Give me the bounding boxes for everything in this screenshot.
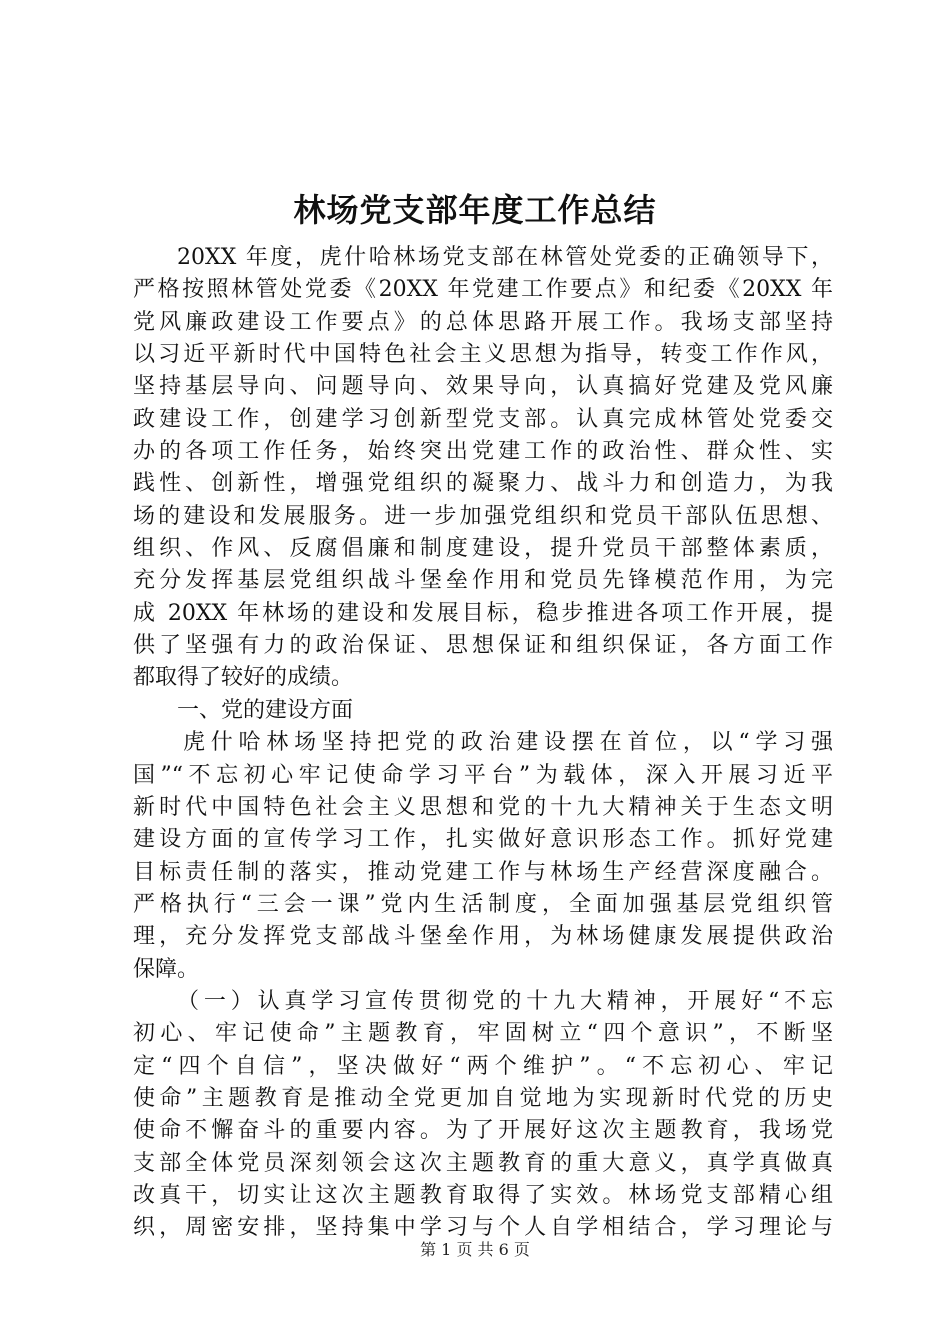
text-line: 以习近平新时代中国特色社会主义思想为指导，转变工作作风， [133,342,833,368]
text-line: 建设方面的宣传学习工作，扎实做好意识形态工作。抓好党建 [133,827,833,853]
text-line: 改真干，切实让这次主题教育取得了实效。林场党支部精心组 [133,1182,833,1208]
text-line: 使命不懈奋斗的重要内容。为了开展好这次主题教育，我场党 [133,1118,833,1144]
text-line: 坚持基层导向、问题导向、效果导向，认真搞好党建及党风廉 [133,374,833,400]
document-body [133,242,833,1245]
text-line: 办的各项工作任务，始终突出党建工作的政治性、群众性、实 [133,439,833,465]
paragraph-theme-education [133,986,833,1245]
text-line: 定“四个自信”，坚决做好“两个维护”。“不忘初心、牢记 [133,1053,833,1079]
text-line: 供了坚强有力的政治保证、思想保证和组织保证，各方面工作 [133,633,833,659]
text-line: 成 20XX 年林场的建设和发展目标，稳步推进各项工作开展，提 [133,600,833,626]
page-footer: 第 1 页 共 6 页 [420,1240,530,1259]
text-line: 践性、创新性，增强党组织的凝聚力、战斗力和创造力，为我 [133,471,833,497]
text-line: 织，周密安排，坚持集中学习与个人自学相结合，学习理论与 [133,1215,833,1241]
text-line: 20XX 年度，虎什哈林场党支部在林管处党委的正确领导下， [177,245,833,270]
document-title: 林场党支部年度工作总结 [293,191,657,229]
paragraph-party-building [133,727,833,986]
section-heading [133,695,833,727]
paragraph-intro [133,242,833,695]
text-line: 使命”主题教育是推动全党更加自觉地为实现新时代党的历史 [133,1085,833,1111]
text-line: 组织、作风、反腐倡廉和制度建设，提升党员干部整体素质， [133,536,833,562]
text-line: 保障。 [133,956,200,982]
section-heading-text: 一、党的建设方面 [177,697,354,723]
text-line: 场的建设和发展服务。进一步加强党组织和党员干部队伍思想、 [133,503,833,529]
text-line: 新时代中国特色社会主义思想和党的十九大精神关于生态文明 [133,794,833,820]
text-line: 支部全体党员深刻领会这次主题教育的重大意义，真学真做真 [133,1150,833,1176]
text-line: 目标责任制的落实，推动党建工作与林场生产经营深度融合。 [133,859,833,885]
text-line: 国”“不忘初心牢记使命学习平台”为载体，深入开展习近平 [133,762,833,788]
text-line: 政建设工作，创建学习创新型党支部。认真完成林管处党委交 [133,406,833,432]
text-line: （一）认真学习宣传贯彻党的十九大精神，开展好“不忘 [177,988,833,1014]
text-line: 严格按照林管处党委《20XX 年党建工作要点》和纪委《20XX 年 [133,277,833,303]
text-line: 理，充分发挥党支部战斗堡垒作用，为林场健康发展提供政治 [133,924,833,950]
text-line: 虎什哈林场坚持把党的政治建设摆在首位，以“学习强 [183,730,833,756]
text-line: 都取得了较好的成绩。 [133,665,354,691]
text-line: 初心、牢记使命”主题教育，牢固树立“四个意识”，不断坚 [133,1021,833,1047]
text-line: 党风廉政建设工作要点》的总体思路开展工作。我场支部坚持 [133,309,833,335]
text-line: 严格执行“三会一课”党内生活制度，全面加强基层党组织管 [133,891,833,917]
text-line: 充分发挥基层党组织战斗堡垒作用和党员先锋模范作用，为完 [133,568,833,594]
